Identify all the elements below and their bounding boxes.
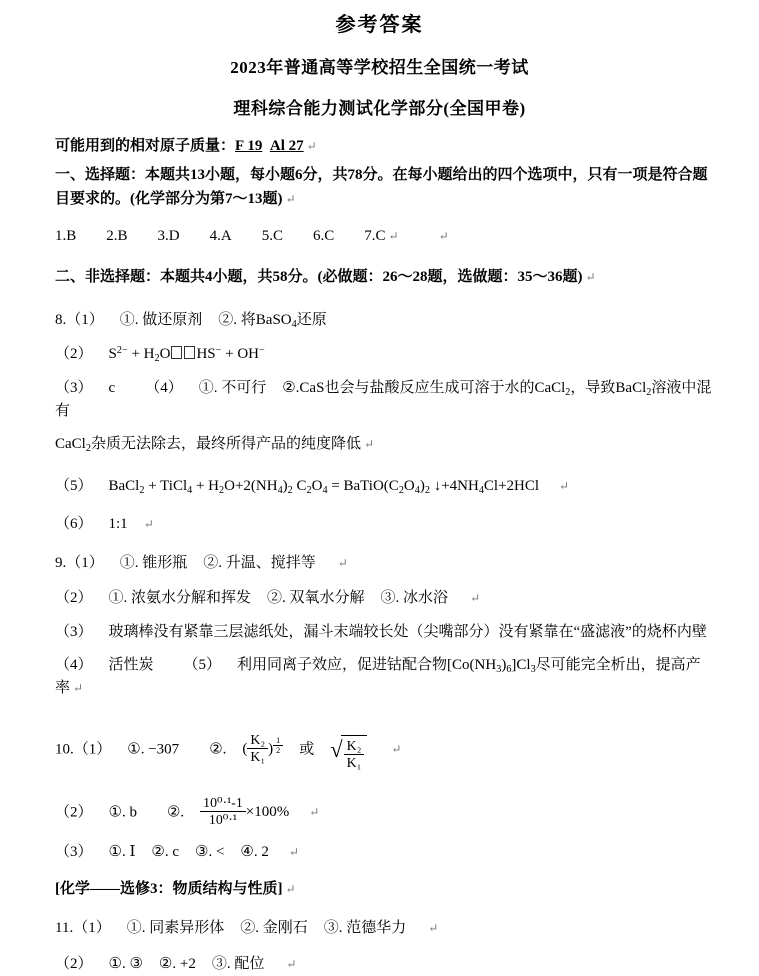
answer-document-page (0, 8, 759, 972)
q11-p1-num: （1） (73, 920, 111, 937)
q10-p2-b: ②. (166, 803, 185, 820)
paragraph-mark-icon: ↵ (285, 191, 296, 206)
choice-answer-1: 1.B (55, 227, 77, 244)
q11-p2-c: ③. 配位 (211, 955, 265, 972)
choice-answer-5: 5.C (261, 227, 283, 244)
q8-p1-b: ②. 将 (218, 312, 256, 329)
document-body (0, 135, 759, 976)
q9-p1-b: ②. 升温、搅拌等 (203, 555, 316, 572)
q11-p1-c: ③. 范德华力 (323, 920, 407, 937)
paragraph-mark-icon: ↵ (391, 742, 402, 757)
paragraph-mark-icon: ↵ (306, 139, 317, 153)
exam-title-line1: 2023年普通高等学校招生全国统一考试 (230, 58, 529, 77)
q8-p4-d: 也会与盐酸反应生成可溶于水的 (324, 379, 535, 396)
q8-p4-b: ②. (282, 379, 300, 396)
q10-p2-expr: $\frac{\text{10⁰·¹-1}}{\text{10⁰·¹}}$ ×100% (200, 804, 289, 820)
q8-label: 8. (55, 312, 67, 329)
q9-p4-text: 活性炭 (108, 656, 154, 673)
paragraph-mark-icon: ↵ (143, 516, 154, 531)
q9-p5-num: （5） (183, 656, 222, 673)
q8-p1-a: ①. 做还原剂 (119, 312, 203, 329)
q9-label: 9. (55, 555, 67, 572)
atomic-mass-f: F 19 (235, 138, 263, 154)
q10-p1-or: 或 (299, 741, 315, 758)
section2-heading (55, 266, 714, 289)
q8-p6-text: 1:1 (108, 515, 128, 532)
paragraph-mark-icon: ↵ (470, 591, 481, 606)
q10-p1-expr1: ( $\frac{\text{K₂}}{\text{K₁}}$ ) $^{\frac{1}{2}}$ (242, 741, 283, 757)
q8-part3-4 (55, 377, 714, 424)
paragraph-mark-icon: ↵ (559, 479, 570, 494)
choice-answer-4: 4.A (209, 227, 232, 244)
q8-p2-num: （2） (55, 345, 93, 362)
q9-p2-num: （2） (55, 590, 93, 607)
q9-p2-b: ②. 双氧水分解 (267, 590, 365, 607)
q9-p3-num: （3） (55, 623, 93, 640)
q8-p4-i: CaCl$_2$ (55, 436, 91, 455)
section1-answers-row (55, 225, 714, 248)
q10-p1-a: ①. −307 (127, 741, 180, 758)
q10-p3-num: （3） (55, 843, 93, 860)
q8-part6 (55, 513, 714, 536)
q11-p2-b: ②. +2 (158, 955, 196, 972)
paragraph-mark-icon: ↵ (438, 228, 449, 243)
q8-p1-c: 还原 (296, 312, 327, 329)
q8-p4-f: ，导致 (570, 379, 616, 396)
paragraph-mark-icon: ↵ (286, 956, 297, 971)
q11-part2 (55, 953, 714, 976)
paragraph-mark-icon: ↵ (363, 437, 375, 452)
page-title: 参考答案 (335, 14, 424, 36)
choice-answer-2: 2.B (106, 227, 128, 244)
q8-p3-text: c (108, 379, 116, 396)
q8-p2-equation: $S^{2-} + H_2O$ HS− + OH− (108, 345, 265, 364)
q8-p4-j: 杂质无法除去，最终所得产品的纯度降低 (90, 436, 361, 453)
choice-answer-6: 6.C (312, 227, 335, 244)
q9-part2 (55, 587, 714, 610)
paragraph-mark-icon: ↵ (337, 556, 348, 571)
q10-p1-b: ②. (209, 741, 227, 758)
q8-p4-g: BaCl$_2$ (615, 379, 652, 398)
q10-p1-num: （1） (73, 741, 112, 758)
paragraph-mark-icon: ↵ (309, 804, 320, 819)
q8-part4-cont (55, 433, 714, 457)
paragraph-mark-icon: ↵ (288, 844, 299, 859)
q8-part2 (55, 343, 714, 367)
section2-heading-text: 二、非选择题：本题共4小题，共58分。(必做题：26～28题，选做题：35～36题) (55, 269, 583, 285)
q10-label: 10. (55, 741, 74, 758)
q11-p1-a: ①. 同素异形体 (126, 920, 225, 937)
elective-heading-text: [化学——选修3：物质结构与性质] (55, 881, 283, 898)
q10-p3-b: ②. c (151, 843, 179, 860)
exam-title-line2: 理科综合能力测试化学部分(全国甲卷) (233, 99, 526, 118)
q9-p1-a: ①. 锥形瓶 (119, 555, 188, 572)
elective-heading (55, 878, 714, 901)
paragraph-mark-icon: ↵ (428, 921, 439, 936)
q8-p4-c: CaS (299, 379, 325, 396)
q8-p1-formula: BaSO$_4$ (255, 312, 297, 331)
q8-p1-num: （1） (66, 312, 104, 329)
q9-part1 (55, 552, 714, 575)
section1-heading (55, 164, 714, 211)
choice-answer-7: 7.C (364, 227, 386, 244)
section1-heading-text: 一、选择题：本题共13小题，每小题6分，共78分。在每小题给出的四个选项中，只有一项是符合题目要求的。(化学部分为第7～13题) (55, 167, 708, 207)
atomic-mass-label: 可能用到的相对原子质量： (55, 138, 236, 154)
q9-p1-num: （1） (66, 555, 104, 572)
q8-part1 (55, 309, 714, 333)
q10-p1-expr2: √ $\frac{\text{K₂}}{\text{K₁}}$ (330, 741, 367, 757)
atomic-mass-al: Al 27 (269, 138, 304, 154)
q8-p5-equation: BaCl$_2$ + TiCl$_4$ + $H_2O+2(NH_4)_2$ $C_2O_4$ = $BaTiO(C_2O_4)_2$ $↓+4NH_4Cl+2HCl$ (108, 478, 540, 496)
q10-p2-num: （2） (55, 803, 93, 820)
paragraph-mark-icon: ↵ (585, 270, 596, 284)
q8-part5 (55, 475, 714, 499)
paragraph-mark-icon: ↵ (73, 681, 84, 696)
q11-p2-num: （2） (55, 955, 93, 972)
paragraph-mark-icon: ↵ (388, 228, 399, 243)
q10-p3-a: ①. Ⅰ (108, 843, 136, 860)
q8-p4-h: 溶液中混有 (55, 379, 712, 420)
atomic-mass-line (55, 135, 714, 158)
q8-p4-num: （4） (145, 379, 183, 396)
q10-part3 (55, 841, 714, 864)
q9-part3 (55, 621, 714, 644)
q8-p5-num: （5） (55, 478, 93, 495)
choice-answer-3: 3.D (157, 227, 180, 244)
q8-p4-e: CaCl$_2$ (534, 379, 571, 398)
q10-p3-c: ③. < (195, 843, 225, 860)
q11-p2-a: ①. ③ (108, 955, 143, 972)
q10-part2 (55, 795, 714, 829)
q8-p4-a: ①. 不可行 (198, 379, 267, 396)
q9-p5-text: 利用同离子效应，促进钴配合物$[Co(NH_3)_6]Cl_3$尽可能完全析出，提高产率 (55, 656, 701, 697)
q9-p3-text: 玻璃棒没有紧靠三层滤纸处，漏斗末端较长处（尖嘴部分）没有紧靠在“盛滤液”的烧杯内壁 (108, 623, 707, 640)
q10-p3-d: ④. 2 (240, 843, 269, 860)
q11-label: 11. (55, 920, 74, 937)
q8-p6-num: （6） (55, 515, 93, 532)
q8-p3-num: （3） (55, 379, 93, 396)
q9-p4-num: （4） (55, 656, 93, 673)
q10-part1 (55, 723, 714, 777)
q11-p1-b: ②. 金刚石 (240, 920, 308, 937)
q9-p2-a: ①. 浓氨水分解和挥发 (108, 590, 252, 607)
q10-p2-a: ①. b (108, 803, 137, 820)
paragraph-mark-icon: ↵ (285, 882, 296, 897)
q9-part4-5 (55, 654, 714, 701)
q9-p2-c: ③. 冰水浴 (380, 590, 449, 607)
